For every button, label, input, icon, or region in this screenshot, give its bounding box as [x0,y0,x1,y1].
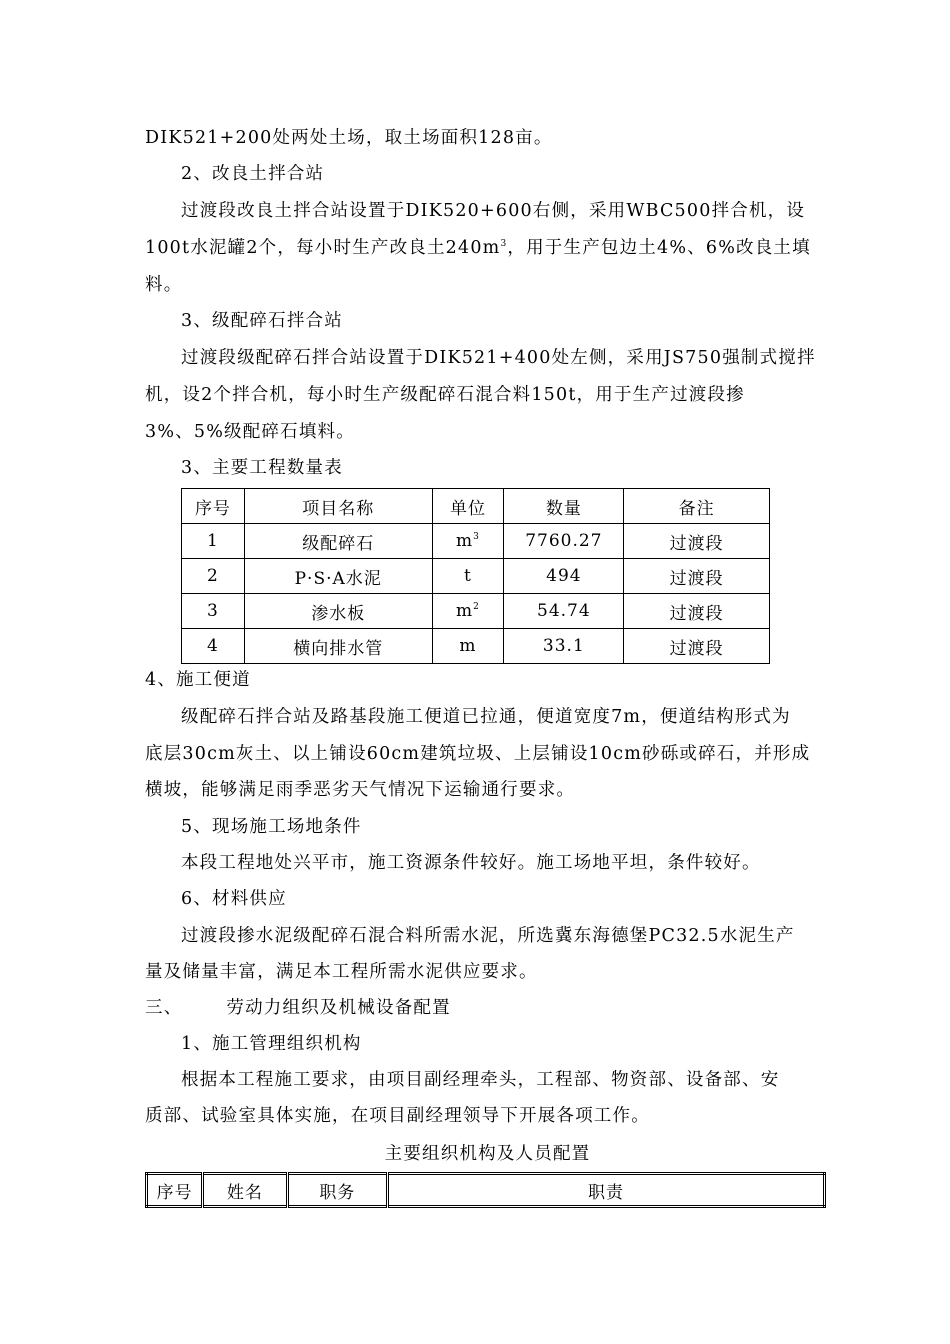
table-row: 3 渗水板 $m^2$ 54.74 过渡段 [182,594,770,629]
heading-material-supply: 6、材料供应 [181,889,287,909]
text-line: 过渡段级配碎石拌合站设置于DIK521+400处左侧，采用JS750强制式搅拌 [181,348,816,368]
text-line: 过渡段掺水泥级配碎石混合料所需水泥，所选冀东海德堡PC32.5水泥生产 [181,926,795,946]
table-row: 2 P·S·A水泥 t 494 过渡段 [182,559,770,594]
text-line: 过渡段改良土拌合站设置于DIK520+600右侧，采用WBC500拌合机，设 [181,201,806,221]
heading-site-conditions: 5、现场施工场地条件 [181,817,362,837]
section-title: 劳动力组织及机械设备配置 [226,998,451,1018]
text-line: 100t水泥罐2个，每小时生产改良土$240m^3$，用于生产包边土4%、6%改良土填 [145,238,811,258]
heading-improved-soil-station: 2、改良土拌合站 [181,164,325,184]
heading-quantity-table: 3、主要工程数量表 [181,458,343,478]
staff-table-caption: 主要组织机构及人员配置 [384,1144,591,1164]
heading-access-road: 4、施工便道 [145,670,251,690]
table-header-row [147,1174,825,1207]
table-row: 4 横向排水管 m 33.1 过渡段 [182,629,770,664]
header-cell: 职务 [287,1174,387,1207]
section-number: 三、 [145,998,183,1018]
text-line: 根据本工程施工要求，由项目副经理牵头，工程部、物资部、设备部、安 [181,1070,780,1090]
text-line: 3%、5%级配碎石填料。 [145,422,355,442]
text-line: 本段工程地处兴平市，施工资源条件较好。施工场地平坦，条件较好。 [181,853,761,873]
text-line: 质部、试验室具体实施，在项目副经理领导下开展各项工作。 [145,1106,650,1126]
staff-table [145,1172,826,1208]
paragraph-borrow-pit: DIK521+200处两处土场，取土场面积128亩。 [145,128,553,148]
header-cell: 职责 [388,1174,825,1207]
superscript: 3 [500,239,508,249]
quantity-table [181,488,770,664]
text-line: 料。 [145,275,183,295]
header-cell: 姓名 [203,1174,287,1207]
text-line: 机，设2个拌合机，每小时生产级配碎石混合料150t，用于生产过渡段掺 [145,385,745,405]
heading-gravel-station: 3、级配碎石拌合站 [181,311,343,331]
header-cell: 单位 [432,489,504,524]
header-cell: 序号 [182,489,245,524]
header-cell: 备注 [624,489,770,524]
heading-labor-section [145,996,830,1020]
text-line: 横坡，能够满足雨季恶劣天气情况下运输通行要求。 [145,780,576,800]
text-line: 量及储量丰富，满足本工程所需水泥供应要求。 [145,962,538,982]
table-header-row [182,489,770,524]
header-cell: 数量 [504,489,624,524]
heading-org-structure: 1、施工管理组织机构 [181,1034,362,1054]
text-line: 级配碎石拌合站及路基段施工便道已拉通，便道宽度7m，便道结构形式为 [181,707,791,727]
header-cell: 序号 [147,1174,203,1207]
table-row: 1 级配碎石 $m^3$ 7760.27 过渡段 [182,524,770,559]
header-cell: 项目名称 [244,489,432,524]
text-line: 底层30cm灰土、以上铺设60cm建筑垃圾、上层铺设10cm砂砾或碎石，并形成 [145,744,811,764]
